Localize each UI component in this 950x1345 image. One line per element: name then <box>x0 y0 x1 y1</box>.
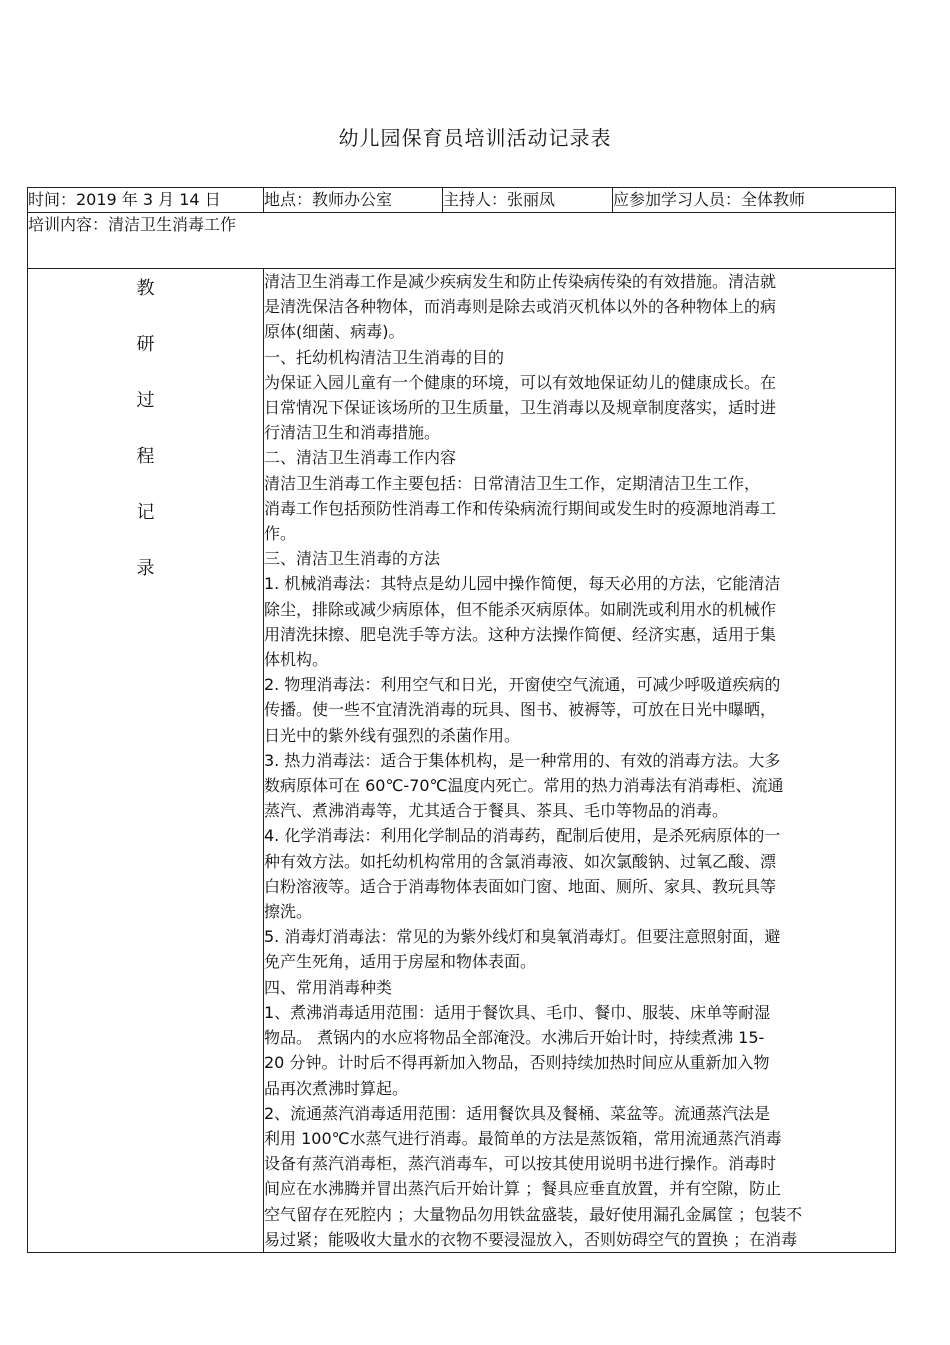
record-line: 设备有蒸汽消毒柜，蒸汽消毒车，可以按其使用说明书进行操作。消毒时 <box>264 1154 777 1174</box>
record-line: 四、常用消毒种类 <box>264 977 393 997</box>
process-label-char: 研 <box>136 334 155 355</box>
record-line: 2. 物理消毒法：利用空气和日光，开窗使空气流通，可减少呼吸道疾病的 <box>264 675 781 695</box>
process-record-content <box>264 269 896 1253</box>
record-line: 除尘，排除或减少病原体，但不能杀灭病原体。如刷洗或利用水的机械作 <box>264 599 777 619</box>
record-line: 体机构。 <box>264 650 329 670</box>
record-line: 为保证入园儿童有一个健康的环境，可以有效地保证幼儿的健康成长。在 <box>264 372 777 392</box>
record-line: 传播。使一些不宜清洗消毒的玩具、图书、被褥等，可放在日光中曝晒， <box>264 700 777 720</box>
record-line: 清洁卫生消毒工作是减少疾病发生和防止传染病传染的有效措施。清洁就 <box>264 272 777 291</box>
record-line: 蒸汽、煮沸消毒等，尤其适合于餐具、茶具、毛巾等物品的消毒。 <box>264 801 729 821</box>
record-line: 作。 <box>264 524 297 544</box>
page-title: 幼儿园保育员培训活动记录表 <box>338 126 612 150</box>
record-line: 物品。 煮锅内的水应将物品全部淹没。水沸后开始计时，持续煮沸 15- <box>264 1028 765 1048</box>
record-line: 免产生死角，适用于房屋和物体表面。 <box>264 952 537 972</box>
process-record-row <box>28 269 896 1253</box>
process-label-char: 程 <box>136 446 155 467</box>
record-line: 4. 化学消毒法：利用化学制品的消毒药，配制后使用，是杀死病原体的一 <box>264 826 781 846</box>
record-line: 数病原体可在 60℃-70℃温度内死亡。常用的热力消毒法有消毒柜、流通 <box>264 776 784 796</box>
training-record-table <box>27 187 896 1253</box>
record-line: 行清洁卫生和消毒措施。 <box>264 423 441 443</box>
record-line: 消毒工作包括预防性消毒工作和传染病流行期间或发生时的疫源地消毒工 <box>264 498 777 518</box>
record-line: 用清洗抹擦、肥皂洗手等方法。这种方法操作简便、经济实惠，适用于集 <box>264 624 777 644</box>
record-line: 品再次煮沸时算起。 <box>264 1078 409 1098</box>
record-line: 3. 热力消毒法：适合于集体机构，是一种常用的、有效的消毒方法。大多 <box>264 750 781 770</box>
record-line: 清洁卫生消毒工作主要包括：日常清洁卫生工作，定期清洁卫生工作， <box>264 473 761 493</box>
record-line: 间应在水沸腾并冒出蒸汽后开始计算 ；餐具应垂直放置，并有空隙，防止 <box>264 1179 782 1199</box>
process-label <box>28 269 263 613</box>
process-label-char: 录 <box>136 558 155 579</box>
record-line: 原体(细菌、病毒)。 <box>264 322 405 342</box>
host-cell: 主持人：张丽凤 <box>443 188 613 213</box>
record-line: 三、清洁卫生消毒的方法 <box>264 549 441 569</box>
record-line: 日常情况下保证该场所的卫生质量，卫生消毒以及规章制度落实，适时进 <box>264 398 777 418</box>
record-line: 易过紧；能吸收大量水的衣物不要浸湿放入，否则妨碍空气的置换 ；在消毒 <box>264 1229 798 1249</box>
record-line: 1、煮沸消毒适用范围：适用于餐饮具、毛巾、餐巾、服装、床单等耐湿 <box>264 1002 771 1022</box>
content-row <box>28 213 896 269</box>
record-line: 种有效方法。如托幼机构常用的含氯消毒液、如次氯酸钠、过氧乙酸、漂 <box>264 851 777 871</box>
process-label-char: 记 <box>136 502 155 523</box>
attendees-cell: 应参加学习人员：全体教师 <box>613 188 896 213</box>
training-content-cell: 培训内容：清洁卫生消毒工作 <box>28 213 896 269</box>
record-line: 擦洗。 <box>264 902 313 922</box>
record-line: 是清洗保洁各种物体，而消毒则是除去或消灭机体以外的各种物体上的病 <box>264 297 777 317</box>
record-line: 利用 100℃水蒸气进行消毒。最简单的方法是蒸饭箱，常用流通蒸汽消毒 <box>264 1128 782 1148</box>
process-label-cell <box>28 269 264 1253</box>
record-line: 日光中的紫外线有强烈的杀菌作用。 <box>264 725 521 745</box>
record-line: 1. 机械消毒法：其特点是幼儿园中操作简便，每天必用的方法，它能清洁 <box>264 574 781 594</box>
record-line: 5. 消毒灯消毒法：常见的为紫外线灯和臭氧消毒灯。但要注意照射面，避 <box>264 927 781 947</box>
record-line: 20 分钟。计时后不得再新加入物品，否则持续加热时间应从重新加入物 <box>264 1053 770 1073</box>
location-cell: 地点：教师办公室 <box>264 188 443 213</box>
record-line: 一、托幼机构清洁卫生消毒的目的 <box>264 347 505 367</box>
process-label-char: 教 <box>136 278 155 299</box>
record-line: 空气留存在死腔内 ；大量物品勿用铁盆盛装，最好使用漏孔金属筐 ；包装不 <box>264 1204 803 1224</box>
process-label-char: 过 <box>136 390 155 411</box>
record-line: 二、清洁卫生消毒工作内容 <box>264 448 457 468</box>
record-line: 2、流通蒸汽消毒适用范围：适用餐饮具及餐桶、菜盆等。流通蒸汽法是 <box>264 1103 771 1123</box>
header-row <box>28 188 896 213</box>
time-cell: 时间：2019 年 3 月 14 日 <box>28 188 264 213</box>
record-line: 白粉溶液等。适合于消毒物体表面如门窗、地面、厕所、家具、教玩具等 <box>264 876 777 896</box>
